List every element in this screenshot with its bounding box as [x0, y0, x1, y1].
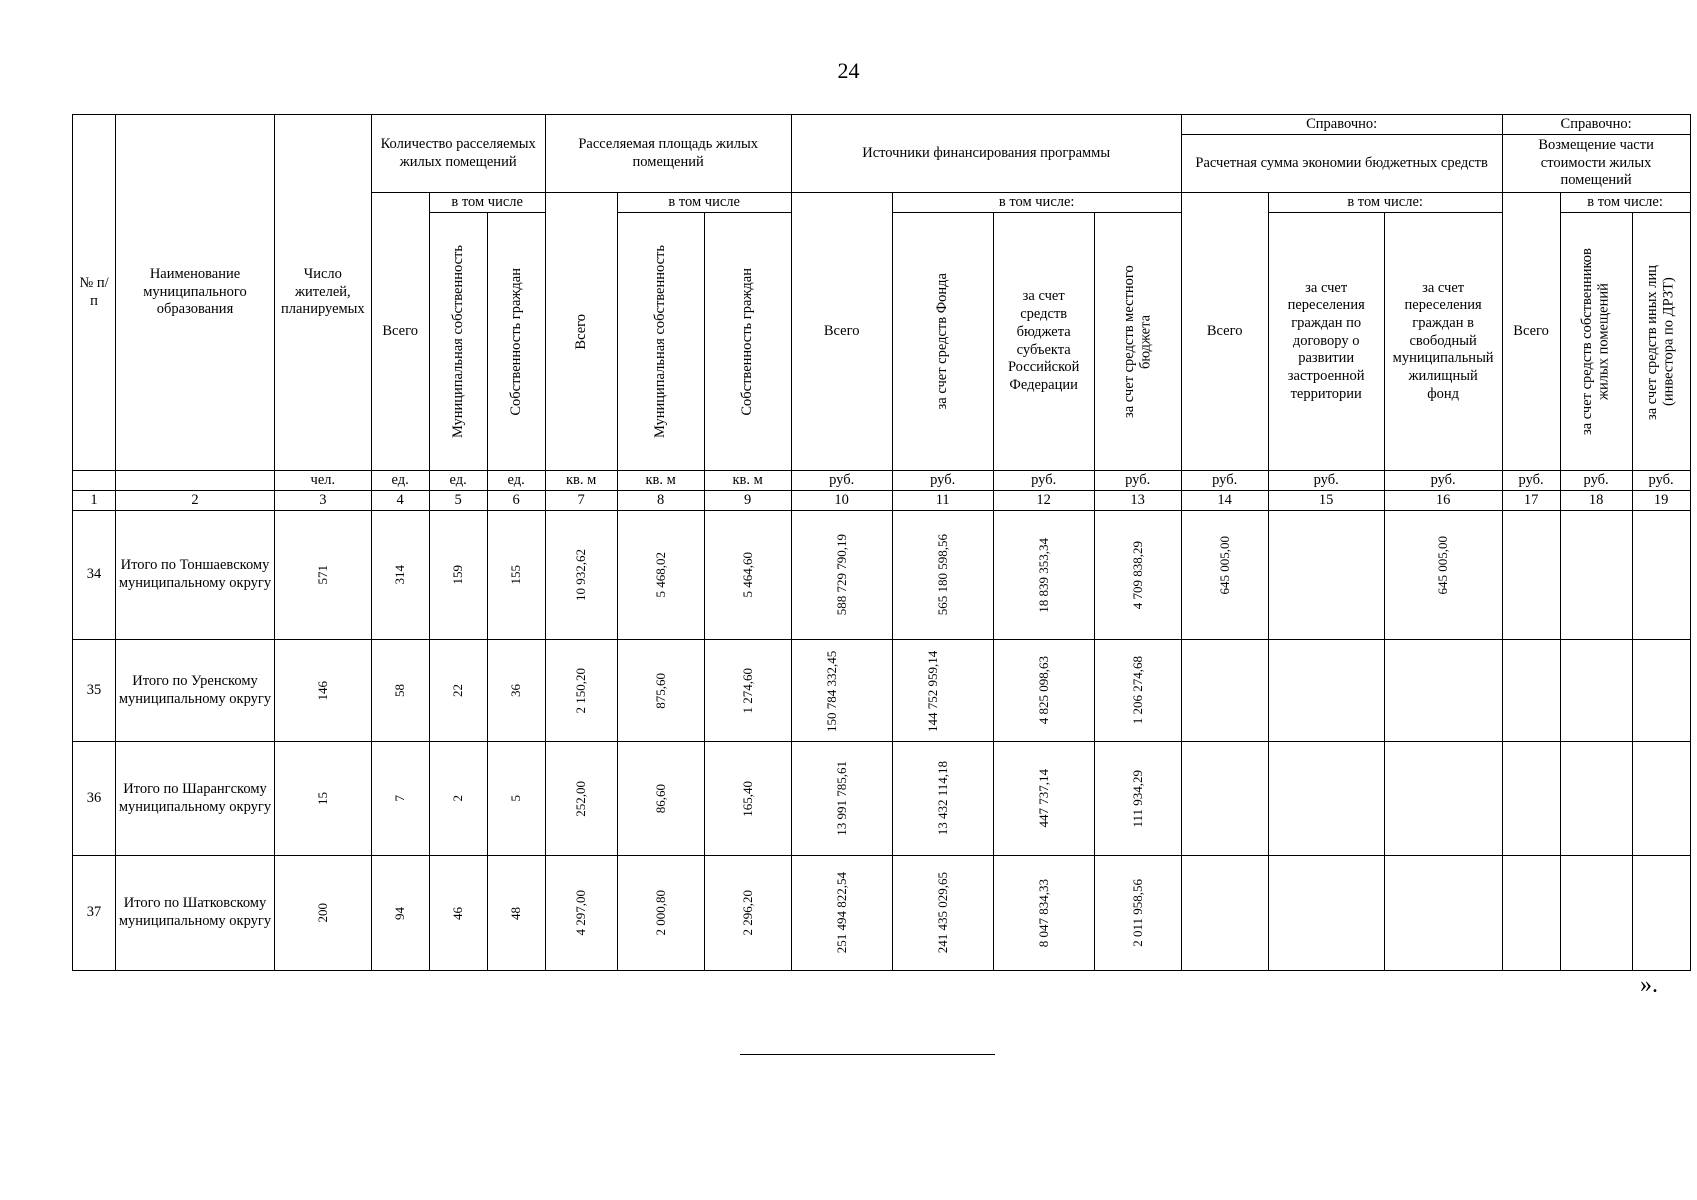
econ-total-cell: 645 005,00: [1181, 511, 1268, 640]
comp-owners-cell: [1560, 856, 1632, 971]
unit-cell: руб.: [892, 471, 993, 491]
header-econ-contract: за счет переселения граждан по договору о развитии застроенной территории: [1268, 213, 1384, 471]
econ-contract-cell: [1268, 640, 1384, 742]
unit-cell: руб.: [1632, 471, 1690, 491]
residents-cell: 200: [275, 856, 372, 971]
header-residents: Число жителей, планируемых: [275, 115, 372, 471]
econ-contract-cell: [1268, 742, 1384, 856]
header-compensation-group: Возмещение части стоимости жилых помещений: [1502, 135, 1690, 193]
comp-total-cell: [1502, 640, 1560, 742]
comp-owners-cell: [1560, 511, 1632, 640]
unit-cell: чел.: [275, 471, 372, 491]
header-units-municipal: Муниципальная собственность: [429, 213, 487, 471]
header-units-total: Всего: [371, 193, 429, 471]
col-number: 4: [371, 491, 429, 511]
col-number: 9: [704, 491, 791, 511]
col-number: 10: [791, 491, 892, 511]
unit-cell: ед.: [429, 471, 487, 491]
column-numbers-row: [73, 491, 1691, 511]
units-municipal-cell: 2: [429, 742, 487, 856]
comp-total-cell: [1502, 856, 1560, 971]
residents-cell: 15: [275, 742, 372, 856]
header-area-group: Расселяемая площадь жилых помещений: [545, 115, 791, 193]
header-econ-total: Всего: [1181, 193, 1268, 471]
area-municipal-cell: 875,60: [617, 640, 704, 742]
fin-total-cell: 13 991 785,61: [791, 742, 892, 856]
unit-cell: кв. м: [617, 471, 704, 491]
col-number: 13: [1094, 491, 1181, 511]
header-units-incl: в том числе: [429, 193, 545, 213]
header-fin-fund: за счет средств Фонда: [892, 213, 993, 471]
unit-cell: руб.: [791, 471, 892, 491]
residents-cell: 146: [275, 640, 372, 742]
col-number: 5: [429, 491, 487, 511]
econ-free-cell: [1384, 640, 1502, 742]
comp-other-cell: [1632, 742, 1690, 856]
units-row: [73, 471, 1691, 491]
unit-cell: [116, 471, 275, 491]
unit-cell: ед.: [487, 471, 545, 491]
header-comp-other: за счет средств иных лиц (инвестора по ДРЗТ): [1632, 213, 1690, 471]
table-row: [73, 856, 1691, 971]
econ-free-cell: 645 005,00: [1384, 511, 1502, 640]
comp-other-cell: [1632, 856, 1690, 971]
units-total-cell: 7: [371, 742, 429, 856]
table-row: [73, 742, 1691, 856]
comp-other-cell: [1632, 640, 1690, 742]
area-citizens-cell: 1 274,60: [704, 640, 791, 742]
col-number: 19: [1632, 491, 1690, 511]
col-number: 12: [993, 491, 1094, 511]
fin-subject-cell: 4 825 098,63: [993, 640, 1094, 742]
municipality-name: Итого по Шарангскому муниципальному округу: [116, 742, 275, 856]
residents-cell: 571: [275, 511, 372, 640]
row-number: 37: [73, 856, 116, 971]
header-reference-2: Справочно:: [1502, 115, 1690, 135]
units-total-cell: 94: [371, 856, 429, 971]
area-municipal-cell: 5 468,02: [617, 511, 704, 640]
econ-total-cell: [1181, 856, 1268, 971]
fin-fund-cell: 241 435 029,65: [892, 856, 993, 971]
units-citizens-cell: 5: [487, 742, 545, 856]
unit-cell: кв. м: [704, 471, 791, 491]
comp-owners-cell: [1560, 742, 1632, 856]
area-municipal-cell: 2 000,80: [617, 856, 704, 971]
fin-fund-cell: 565 180 598,56: [892, 511, 993, 640]
unit-cell: руб.: [1268, 471, 1384, 491]
units-citizens-cell: 36: [487, 640, 545, 742]
fin-local-cell: 1 206 274,68: [1094, 640, 1181, 742]
units-municipal-cell: 46: [429, 856, 487, 971]
col-number: 18: [1560, 491, 1632, 511]
page-number: 24: [837, 58, 860, 83]
units-municipal-cell: 22: [429, 640, 487, 742]
header-row-number: № п/п: [73, 115, 116, 471]
municipality-name: Итого по Шатковскому муниципальному округу: [116, 856, 275, 971]
units-total-cell: 58: [371, 640, 429, 742]
area-total-cell: 4 297,00: [545, 856, 617, 971]
resettlement-table: [72, 114, 1691, 971]
comp-total-cell: [1502, 511, 1560, 640]
header-area-municipal: Муниципальная собственность: [617, 213, 704, 471]
header-area-citizens: Собственность граждан: [704, 213, 791, 471]
econ-free-cell: [1384, 742, 1502, 856]
area-total-cell: 10 932,62: [545, 511, 617, 640]
fin-subject-cell: 8 047 834,33: [993, 856, 1094, 971]
header-area-total: Всего: [545, 193, 617, 471]
comp-other-cell: [1632, 511, 1690, 640]
unit-cell: руб.: [1181, 471, 1268, 491]
header-comp-incl: в том числе:: [1560, 193, 1690, 213]
econ-total-cell: [1181, 742, 1268, 856]
col-number: 14: [1181, 491, 1268, 511]
area-citizens-cell: 2 296,20: [704, 856, 791, 971]
fin-subject-cell: 447 737,14: [993, 742, 1094, 856]
units-citizens-cell: 48: [487, 856, 545, 971]
unit-cell: ед.: [371, 471, 429, 491]
header-comp-owners: за счет средств собственников жилых помещений: [1560, 213, 1632, 471]
fin-fund-cell: 144 752 959,14: [892, 640, 993, 742]
header-reference-1: Справочно:: [1181, 115, 1502, 135]
fin-total-cell: 588 729 790,19: [791, 511, 892, 640]
col-number: 1: [73, 491, 116, 511]
comp-total-cell: [1502, 742, 1560, 856]
row-number: 36: [73, 742, 116, 856]
fin-local-cell: 111 934,29: [1094, 742, 1181, 856]
comp-owners-cell: [1560, 640, 1632, 742]
header-econ-incl: в том числе:: [1268, 193, 1502, 213]
closing-quote: ».: [1640, 972, 1658, 998]
header-units-citizens: Собственность граждан: [487, 213, 545, 471]
header-comp-total: Всего: [1502, 193, 1560, 471]
units-municipal-cell: 159: [429, 511, 487, 640]
area-total-cell: 2 150,20: [545, 640, 617, 742]
municipality-name: Итого по Тоншаевскому муниципальному округу: [116, 511, 275, 640]
col-number: 17: [1502, 491, 1560, 511]
col-number: 2: [116, 491, 275, 511]
col-number: 7: [545, 491, 617, 511]
header-units-group: Количество расселяемых жилых помещений: [371, 115, 545, 193]
header-financing-group: Источники финансирования программы: [791, 115, 1181, 193]
header-municipality-name: Наименование муниципального образования: [116, 115, 275, 471]
area-total-cell: 252,00: [545, 742, 617, 856]
col-number: 16: [1384, 491, 1502, 511]
area-citizens-cell: 5 464,60: [704, 511, 791, 640]
col-number: 15: [1268, 491, 1384, 511]
unit-cell: кв. м: [545, 471, 617, 491]
econ-free-cell: [1384, 856, 1502, 971]
header-fin-total: Всего: [791, 193, 892, 471]
col-number: 8: [617, 491, 704, 511]
econ-total-cell: [1181, 640, 1268, 742]
row-number: 34: [73, 511, 116, 640]
units-total-cell: 314: [371, 511, 429, 640]
fin-local-cell: 2 011 958,56: [1094, 856, 1181, 971]
header-economy-group: Расчетная сумма экономии бюджетных средств: [1181, 135, 1502, 193]
unit-cell: руб.: [1502, 471, 1560, 491]
header-area-incl: в том числе: [617, 193, 791, 213]
table-row: [73, 511, 1691, 640]
header-fin-local: за счет средств местного бюджета: [1094, 213, 1181, 471]
unit-cell: руб.: [993, 471, 1094, 491]
area-citizens-cell: 165,40: [704, 742, 791, 856]
fin-total-cell: 150 784 332,45: [791, 640, 892, 742]
unit-cell: [73, 471, 116, 491]
municipality-name: Итого по Уренскому муниципальному округу: [116, 640, 275, 742]
header-econ-free: за счет переселения граждан в свободный муниципальный жилищный фонд: [1384, 213, 1502, 471]
fin-local-cell: 4 709 838,29: [1094, 511, 1181, 640]
econ-contract-cell: [1268, 511, 1384, 640]
header-fin-incl: в том числе:: [892, 193, 1181, 213]
fin-total-cell: 251 494 822,54: [791, 856, 892, 971]
col-number: 6: [487, 491, 545, 511]
unit-cell: руб.: [1384, 471, 1502, 491]
unit-cell: руб.: [1560, 471, 1632, 491]
area-municipal-cell: 86,60: [617, 742, 704, 856]
fin-fund-cell: 13 432 114,18: [892, 742, 993, 856]
units-citizens-cell: 155: [487, 511, 545, 640]
col-number: 11: [892, 491, 993, 511]
table-row: [73, 640, 1691, 742]
col-number: 3: [275, 491, 372, 511]
footer-divider-line: [740, 1054, 995, 1055]
row-number: 35: [73, 640, 116, 742]
econ-contract-cell: [1268, 856, 1384, 971]
unit-cell: руб.: [1094, 471, 1181, 491]
fin-subject-cell: 18 839 353,34: [993, 511, 1094, 640]
header-fin-subject: за счет средств бюджета субъекта Российской Федерации: [993, 213, 1094, 471]
